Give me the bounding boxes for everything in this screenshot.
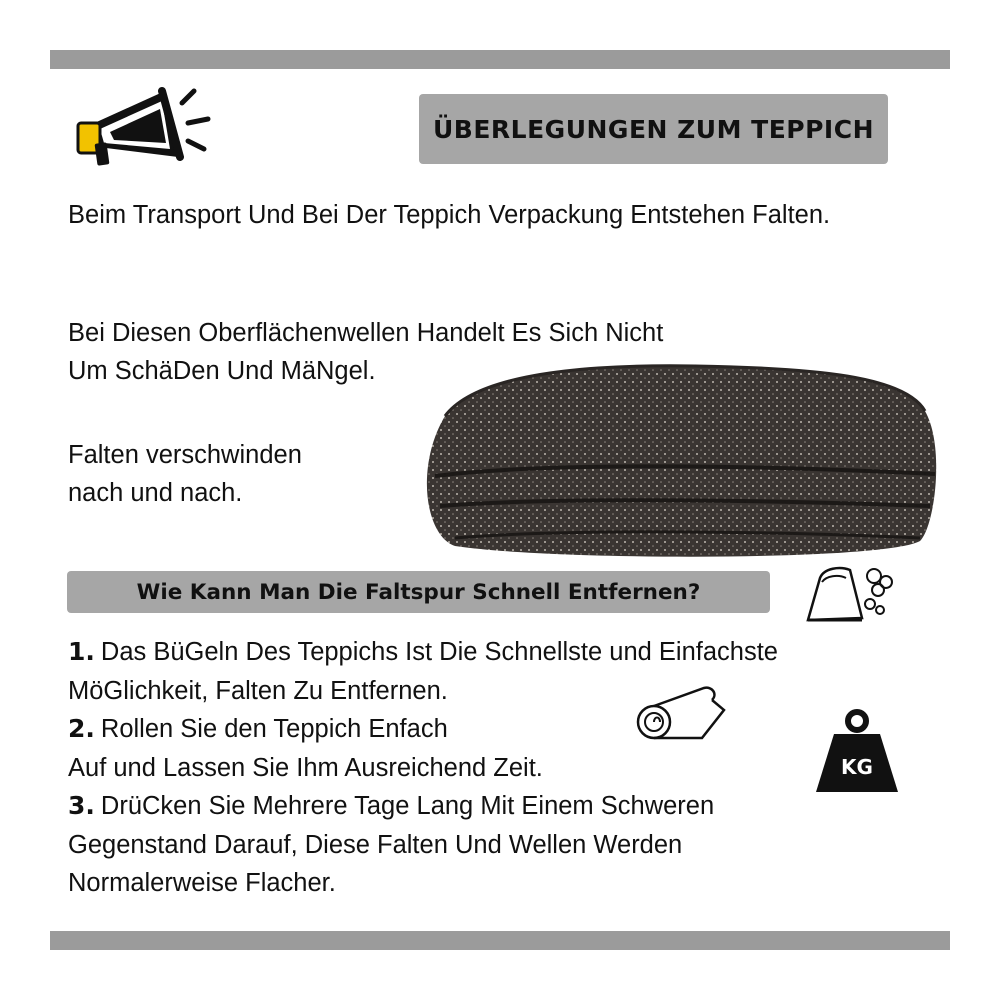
folds-line-1: Falten verschwinden: [68, 441, 302, 469]
step-3-line-3: Normalerweise Flacher.: [68, 869, 336, 897]
step-1-line-1: [68, 633, 968, 672]
step-3-text: DrüCken Sie Mehrere Tage Lang Mit Einem Schweren: [100, 792, 715, 820]
step-3-line-2: Gegenstand Darauf, Diese Falten Und Wellen Werden: [68, 830, 683, 859]
folds-line-2: nach und nach.: [68, 479, 243, 507]
step-1-line-2: MöGlichkeit, Falten Zu Entfernen.: [68, 676, 448, 705]
folded-rug-image: [415, 356, 945, 566]
question-heading: Wie Kann Man Die Faltspur Schnell Entfernen?: [67, 571, 770, 613]
megaphone-icon: [70, 85, 220, 180]
step-2-number: 2.: [68, 714, 95, 743]
step-3-number: 3.: [68, 791, 95, 820]
notice-line-2: Um SchäDen Und MäNgel.: [68, 357, 376, 385]
step-1-number: 1.: [68, 637, 95, 666]
weight-kg-label: KG: [841, 755, 873, 779]
weight-kg-icon: [812, 708, 902, 794]
bottom-divider-bar: [50, 931, 950, 950]
intro-paragraph: Beim Transport Und Bei Der Teppich Verpackung Entstehen Falten.: [68, 201, 831, 229]
top-divider-bar: [50, 50, 950, 69]
step-2-text: Rollen Sie den Teppich Enfach: [100, 715, 448, 743]
step-2-line-2: Auf und Lassen Sie Ihm Ausreichend Zeit.: [68, 753, 543, 782]
rolled-rug-icon: [632, 680, 732, 750]
notice-line-1: Bei Diesen Oberflächenwellen Handelt Es Sich Nicht: [68, 319, 664, 347]
step-1-text: Das BüGeln Des Teppichs Ist Die Schnellste und Einfachste: [100, 638, 778, 666]
page-title: ÜBERLEGUNGEN ZUM TEPPICH: [419, 94, 888, 164]
folds-paragraph: [68, 436, 388, 512]
steam-iron-icon: [800, 560, 900, 630]
